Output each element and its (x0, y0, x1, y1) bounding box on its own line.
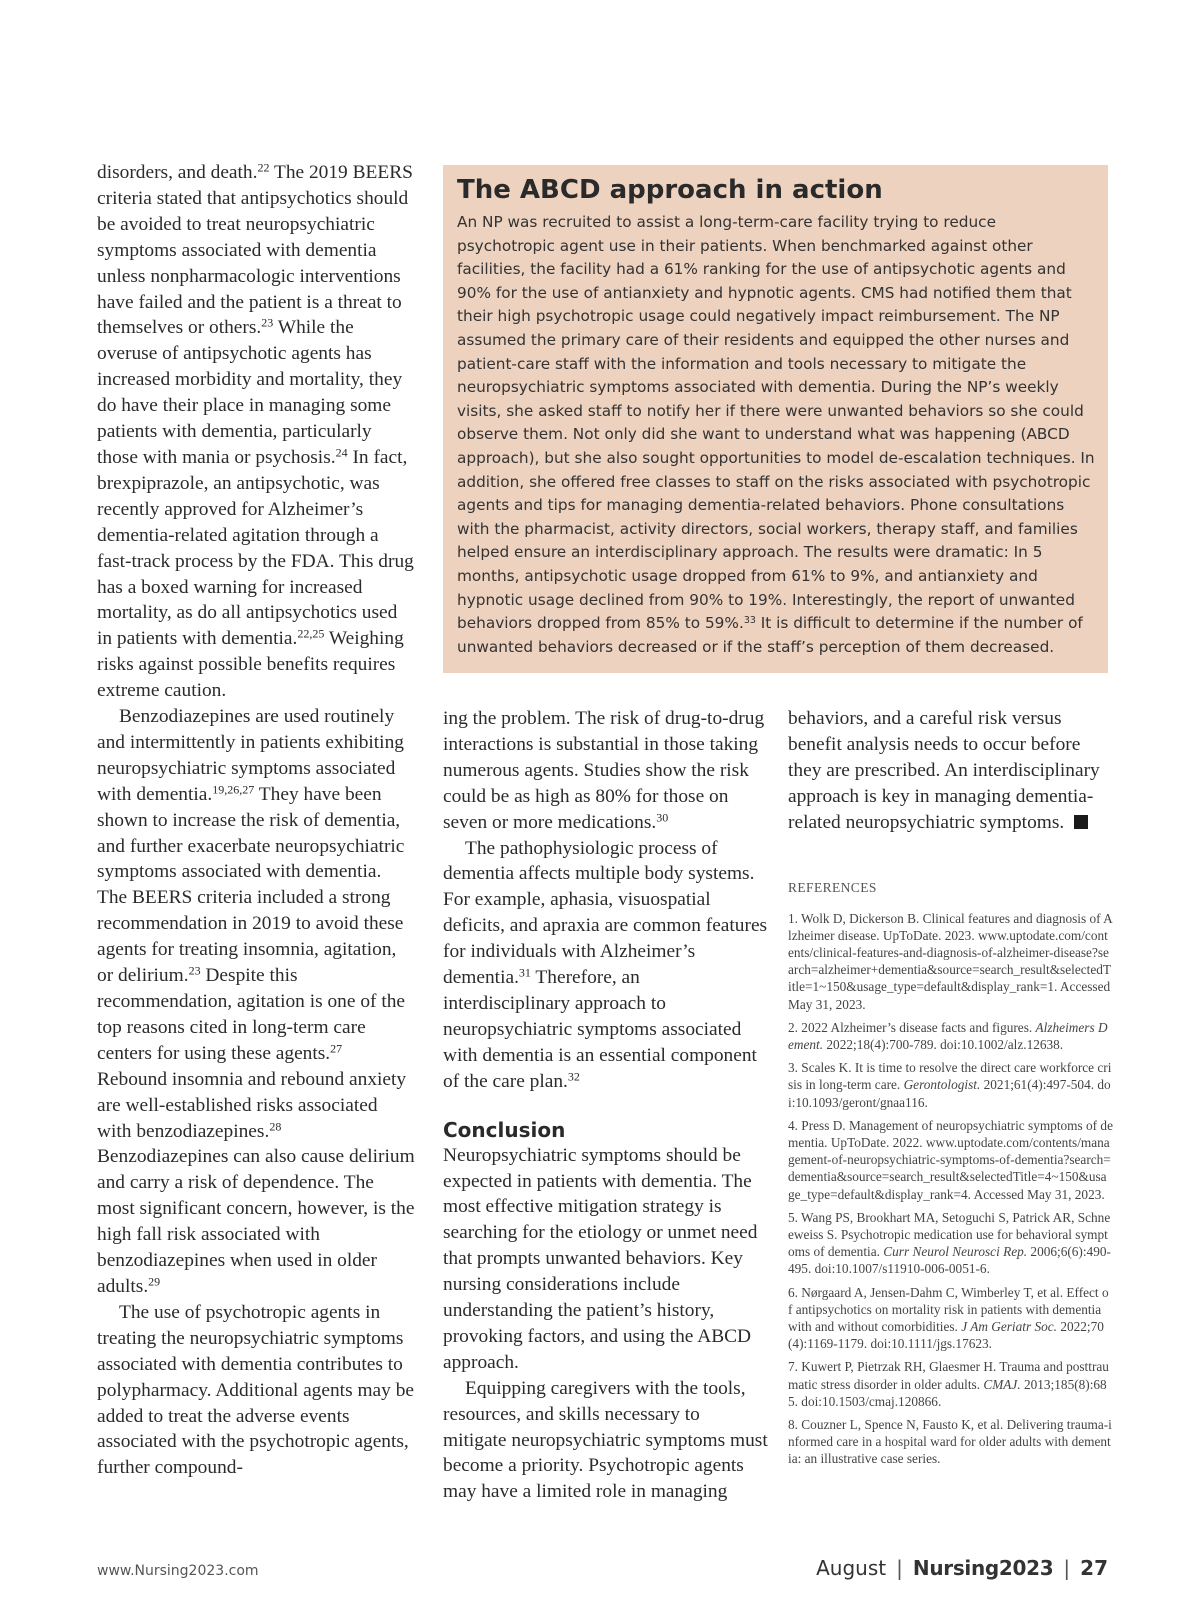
journal-title: CMAJ. (983, 1376, 1021, 1392)
text-run: 2013;185(8):685. doi:10.1503/cmaj.120866. (788, 1376, 1107, 1409)
text-run: disorders, and death. (97, 162, 258, 183)
closing-text: behaviors, and a careful risk versus benefit analysis needs to occur before they are prescribed. An interdisciplinary approach is key in managing dementia-related neuropsychiatric symptoms. (788, 708, 1100, 833)
footer-separator: | (1063, 1556, 1071, 1580)
left-paragraph-2 (97, 704, 415, 1300)
left-paragraph-1 (97, 160, 415, 704)
text-run: 5. Wang PS, Brookhart MA, Setoguchi S, Patrick AR, Schneeweiss S. Psychotropic medication use for behavioral symptoms of dementia. (788, 1209, 1111, 1260)
reference-item (788, 1284, 1113, 1353)
reference-item (788, 1059, 1113, 1111)
citation-superscript: 31 (518, 965, 531, 980)
footer-magazine: Nursing2023 (912, 1556, 1054, 1580)
text-run: An NP was recruited to assist a long-term-care facility trying to reduce psychotropic agent use in their patients. When benchmarked against other facilities, the facility had a 61% ranking for the use of antipsychotic agents and 90% for the use of antianxiety and hypnotic agents. CMS had notified them that their high psychotropic usage could negatively impact reimbursement. The NP assumed the primary care of their residents and equipped the other nurses and patient-care staff with the information and tools necessary to mitigate the neuropsychiatric symptoms associated with dementia. During the NP’s weekly visits, she asked staff to notify her if there were unwanted behaviors so she could observe them. Not only did she want to understand what was happening (ABCD approach), but she also sought opportunities to model de-escalation techniques. In addition, she offered free classes to staff on the risks associated with psychotropic agents and tips for managing dementia-related behaviors. Phone consultations with the pharmacist, activity directors, social workers, therapy staff, and families helped ensure an interdisciplinary approach. The results were dramatic: In 5 months, antipsychotic usage dropped from 61% to 9%, and antianxiety and hypnotic usage declined from 90% to 19%. Interestingly, the report of unwanted behaviors dropped from 85% to 59%. (457, 213, 1095, 633)
middle-paragraph-2 (443, 836, 768, 1095)
text-run: 7. Kuwert P, Pietrzak RH, Glaesmer H. Trauma and posttraumatic stress disorder in older adults. (788, 1359, 1109, 1392)
text-run: The pathophysiologic process of dementia affects multiple body systems. For example, aphasia, visuospatial deficits, and apraxia are common features for individuals with Alzheimer’s dementia. (443, 837, 768, 989)
citation-superscript: 28 (269, 1118, 282, 1133)
text-run: 3. Scales K. It is time to resolve the direct care workforce crisis in long-term care. (788, 1060, 1112, 1093)
text-run: 2. 2022 Alzheimer’s disease facts and figures. (788, 1019, 1036, 1035)
right-column (788, 706, 1113, 1474)
citation-superscript: 33 (743, 614, 756, 626)
conclusion-heading: Conclusion (443, 1117, 566, 1142)
text-run: 2022;70(4):1169-1179. doi:10.1111/jgs.17623. (788, 1319, 1104, 1352)
closing-paragraph (788, 706, 1113, 836)
text-run: Therefore, an interdisciplinary approach to neuropsychiatric symptoms associated with dementia is an essential component of the care plan. (443, 967, 757, 1092)
text-run: Equipping caregivers with the tools, resources, and skills necessary to mitigate neuropsychiatric symptoms must become a priority. Psychotropic agents may have a limited role in managing (443, 1377, 768, 1503)
text-run: 4. Press D. Management of neuropsychiatric symptoms of dementia. UpToDate. 2022. www.uptodate.com/contents/management-of-neuropsychiatric-symptoms-of-dementia?search=dementia&source=search_result&selectedTitle=4~150&usage_type=default&display_rank=4. Accessed May 31, 2023. (788, 1117, 1113, 1202)
citation-superscript: 27 (330, 1041, 343, 1056)
journal-title: Alzheimers Dement. (788, 1019, 1108, 1052)
references-heading: REFERENCES (788, 879, 877, 895)
references-list (788, 910, 1113, 1468)
journal-title: Curr Neurol Neurosci Rep. (883, 1244, 1028, 1260)
citation-superscript: 24 (335, 445, 348, 460)
left-column (97, 160, 415, 1481)
text-run: 1. Wolk D, Dickerson B. Clinical features and diagnosis of Alzheimer disease. UpToDate. 2023. www.uptodate.com/contents/clinical-features-and-diagnosis-of-alzheimer-disease?search=alzheimer+dementia&source=search_result&selectedTitle=1~150&usage_type=default&display_rank=1. Accessed May 31, 2023. (788, 910, 1113, 1012)
citation-superscript: 19,26,27 (212, 782, 255, 797)
text-run: Benzodiazepines are used routinely and intermittently in patients exhibiting neuropsychiatric symptoms associated with dementia. (97, 706, 404, 805)
reference-item (788, 1019, 1113, 1053)
citation-superscript: 23 (261, 315, 274, 330)
text-run: Weighing risks against possible benefits requires extreme caution. (97, 628, 404, 702)
text-run: It is difficult to determine if the number of unwanted behaviors decreased or if the staff’s perception of them decreased. (457, 614, 1083, 656)
footer-url: www.Nursing2023.com (97, 1563, 259, 1579)
sidebar-body (457, 211, 1096, 659)
citation-superscript: 32 (567, 1069, 580, 1084)
reference-item (788, 1117, 1113, 1203)
citation-superscript: 29 (148, 1274, 161, 1289)
text-run: Despite this recommendation, agitation is one of the top reasons cited in long-term care centers for using these agents. (97, 965, 406, 1064)
middle-paragraph-1 (443, 706, 768, 836)
text-run: Neuropsychiatric symptoms should be expected in patients with dementia. The most effective mitigation strategy is searching for the etiology or unmet need that prompts unwanted behaviors. Key nursing considerations include understanding the patient’s history, provoking factors, and using the ABCD approach. (443, 1144, 758, 1373)
reference-item (788, 1209, 1113, 1278)
text-run: Rebound insomnia and rebound anxiety are well-established risks associated with benzodiazepines. (97, 1068, 407, 1142)
text-run: While the overuse of antipsychotic agents has increased morbidity and mortality, they do have their place in managing some patients with dementia, particularly those with mania or psychosis. (97, 317, 403, 468)
text-run: 8. Couzner L, Spence N, Fausto K, et al. Delivering trauma-informed care in a hospital ward for older adults with dementia: an illustrative case series. (788, 1417, 1112, 1467)
text-run: In fact, brexpiprazole, an antipsychotic, was recently approved for Alzheimer’s dementia-related agitation through a fast-track process by the FDA. This drug has a boxed warning for increased mortality, as do all antipsychotics used in patients with dementia. (97, 446, 414, 650)
reference-item (788, 910, 1113, 1013)
left-paragraph-3 (97, 1300, 415, 1481)
reference-item (788, 1416, 1113, 1468)
middle-column (443, 706, 768, 1505)
text-run: 2006;6(6):490-495. doi:10.1007/s11910-006-0051-6. (788, 1244, 1111, 1277)
journal-title: J Am Geriatr Soc. (961, 1319, 1057, 1334)
text-run: 2022;18(4):700-789. doi:10.1002/alz.12638. (823, 1036, 1064, 1052)
text-run: They have been shown to increase the risk of dementia, and further exacerbate neuropsychiatric symptoms associated with dementia. The BEERS criteria included a strong recommendation in 2019 to avoid these agents for treating insomnia, agitation, or delirium. (97, 783, 405, 987)
citation-superscript: 22,25 (297, 626, 325, 641)
conclusion-paragraph-1 (443, 1143, 768, 1376)
text-run: Benzodiazepines can also cause delirium and carry a risk of dependence. The most significant concern, however, is the high fall risk associated with benzodiazepines when used in older adults. (97, 1146, 415, 1297)
abcd-sidebar-box (443, 165, 1108, 673)
text-run: The use of psychotropic agents in treating the neuropsychiatric symptoms associated with dementia contributes to polypharmacy. Additional agents may be added to treat the adverse events associated with the psychotropic agents, further compound- (97, 1301, 414, 1479)
footer-separator: | (896, 1556, 903, 1580)
journal-title: Gerontologist. (903, 1077, 981, 1093)
reference-item (788, 1358, 1113, 1410)
citation-superscript: 30 (656, 810, 669, 825)
text-run: The 2019 BEERS criteria stated that antipsychotics should be avoided to treat neuropsychiatric symptoms associated with dementia unless nonpharmacologic interventions have failed and the patient is a threat to themselves or others. (97, 162, 413, 339)
footer-month: August (816, 1556, 887, 1580)
citation-superscript: 23 (188, 963, 201, 978)
end-of-article-square-icon (1074, 815, 1088, 829)
page-number: 27 (1080, 1556, 1108, 1580)
conclusion-paragraph-2 (443, 1376, 768, 1506)
text-run: 6. Nørgaard A, Jensen-Dahm C, Wimberley T, et al. Effect of antipsychotics on mortality risk in patients with dementia with and without comorbidities. (788, 1284, 1109, 1334)
text-run: 2021;61(4):497-504. doi:10.1093/geront/gnaa116. (788, 1077, 1111, 1110)
text-run: ing the problem. The risk of drug-to-drug interactions is substantial in those taking numerous agents. Studies show the risk could be as high as 80% for those on seven or more medications. (443, 708, 765, 833)
citation-superscript: 22 (257, 160, 270, 175)
footer-folio (816, 1556, 1108, 1580)
sidebar-title: The ABCD approach in action (457, 175, 883, 205)
